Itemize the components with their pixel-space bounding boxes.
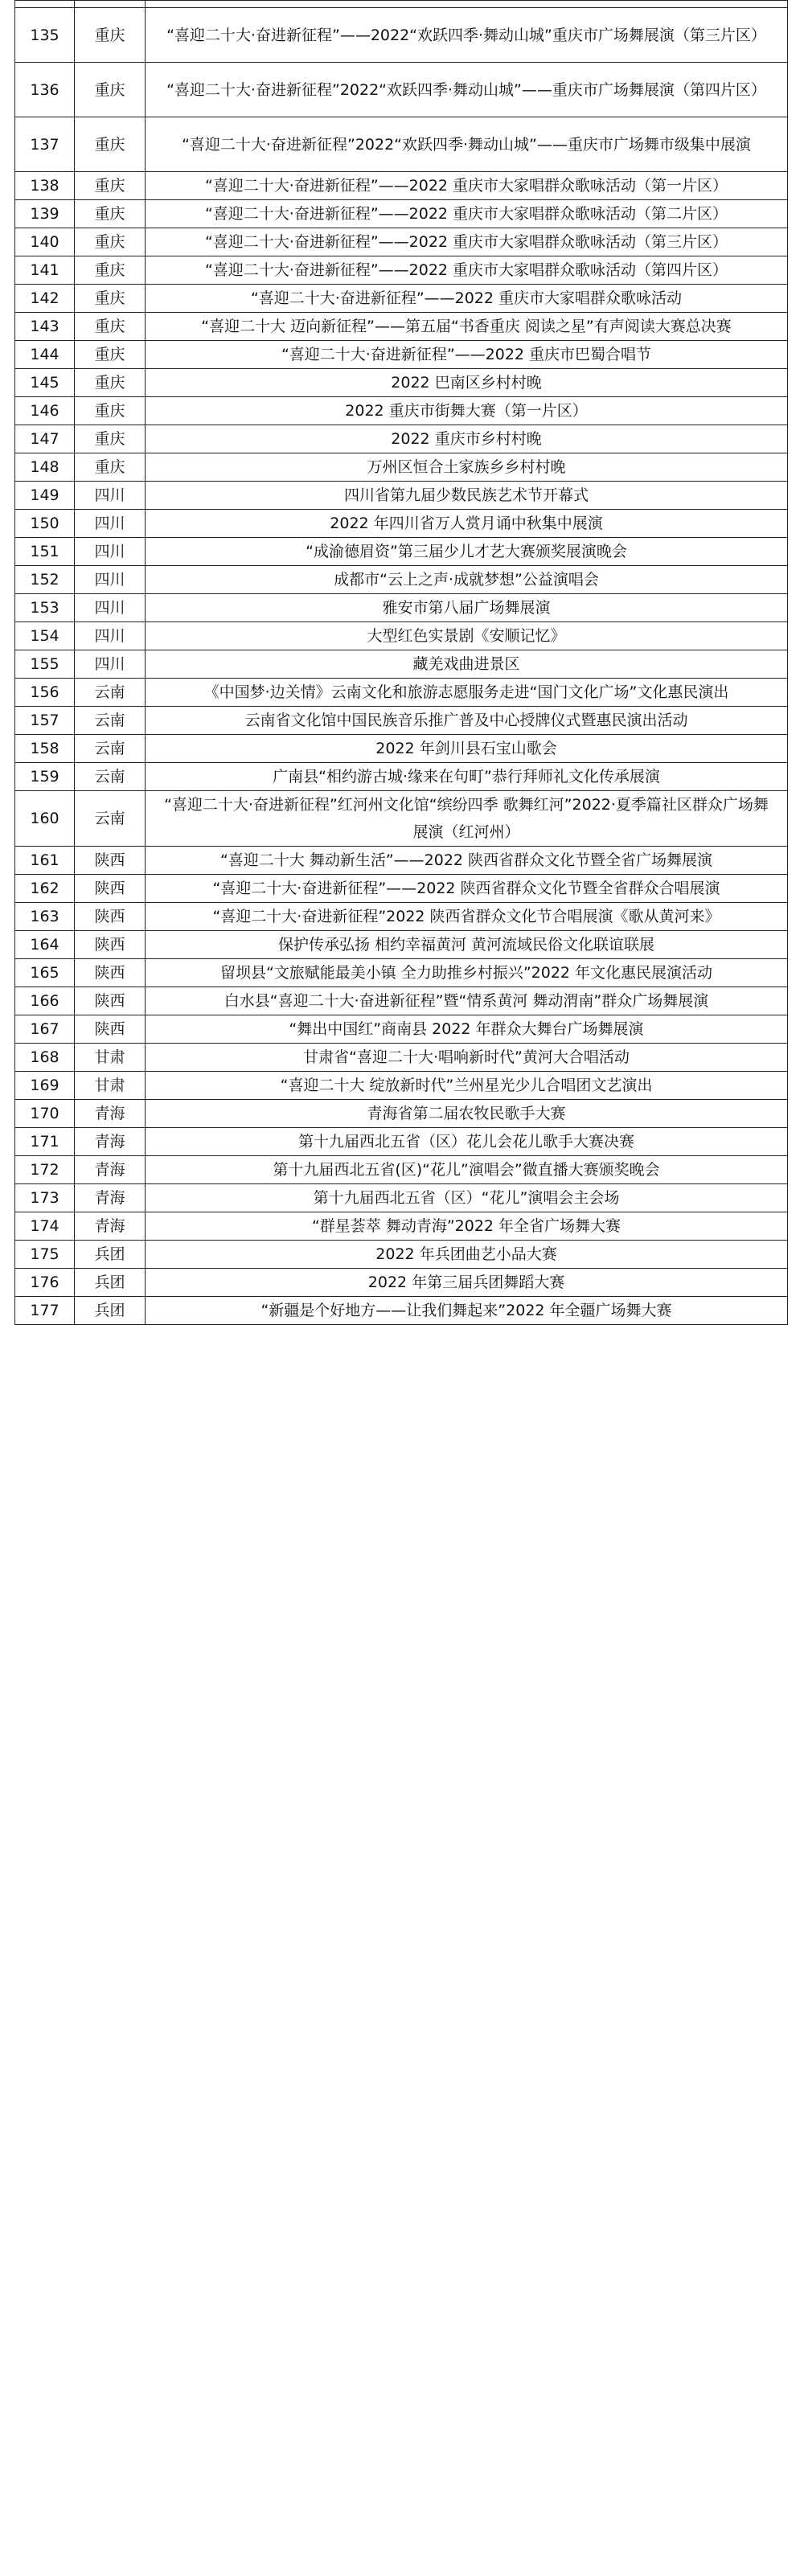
row-number: 161	[15, 847, 75, 875]
row-number: 154	[15, 622, 75, 650]
table-row	[15, 1015, 788, 1044]
table-top-strip	[15, 1, 788, 8]
row-province: 重庆	[75, 313, 146, 341]
row-province: 重庆	[75, 200, 146, 228]
table-row	[15, 622, 788, 650]
row-number: 156	[15, 679, 75, 707]
row-event-name: 2022 重庆市乡村村晚	[146, 425, 788, 453]
row-province: 陕西	[75, 931, 146, 959]
row-province: 重庆	[75, 172, 146, 200]
row-event-name: “舞出中国红”商南县 2022 年群众大舞台广场舞展演	[146, 1015, 788, 1044]
table-row	[15, 735, 788, 763]
row-province: 青海	[75, 1184, 146, 1212]
table-row	[15, 1241, 788, 1269]
row-province: 兵团	[75, 1241, 146, 1269]
table-row	[15, 679, 788, 707]
table-row	[15, 8, 788, 63]
row-event-name: 2022 巴南区乡村村晚	[146, 369, 788, 397]
row-event-name: “喜迎二十大·奋进新征程”2022“欢跃四季·舞动山城”——重庆市广场舞市级集中展演	[146, 117, 788, 172]
row-event-name: 广南县“相约游古城·缘来在句町”恭行拜师礼文化传承展演	[146, 763, 788, 791]
row-event-name: “喜迎二十大 舞动新生活”——2022 陕西省群众文化节暨全省广场舞展演	[146, 847, 788, 875]
row-number: 170	[15, 1100, 75, 1128]
row-province: 陕西	[75, 1015, 146, 1044]
row-event-name: 雅安市第八届广场舞展演	[146, 594, 788, 622]
table-row	[15, 313, 788, 341]
row-number: 152	[15, 566, 75, 594]
table-row	[15, 63, 788, 117]
row-event-name: “喜迎二十大·奋进新征程”——2022 重庆市大家唱群众歌咏活动（第三片区）	[146, 228, 788, 256]
row-number: 151	[15, 538, 75, 566]
row-number: 173	[15, 1184, 75, 1212]
row-province: 云南	[75, 791, 146, 847]
table-row	[15, 341, 788, 369]
row-number: 139	[15, 200, 75, 228]
row-number: 150	[15, 510, 75, 538]
row-number: 166	[15, 987, 75, 1015]
row-province: 重庆	[75, 285, 146, 313]
row-number: 163	[15, 903, 75, 931]
row-province: 青海	[75, 1100, 146, 1128]
row-event-name: 《中国梦·边关情》云南文化和旅游志愿服务走进“国门文化广场”文化惠民演出	[146, 679, 788, 707]
row-province: 四川	[75, 566, 146, 594]
row-number: 138	[15, 172, 75, 200]
row-event-name: 成都市“云上之声·成就梦想”公益演唱会	[146, 566, 788, 594]
row-event-name: “喜迎二十大·奋进新征程”——2022 重庆市大家唱群众歌咏活动（第二片区）	[146, 200, 788, 228]
row-event-name: 四川省第九届少数民族艺术节开幕式	[146, 482, 788, 510]
row-event-name: “喜迎二十大·奋进新征程”——2022 重庆市大家唱群众歌咏活动（第一片区）	[146, 172, 788, 200]
row-number: 141	[15, 256, 75, 285]
row-number: 162	[15, 875, 75, 903]
table-row	[15, 172, 788, 200]
row-event-name: 保护传承弘扬 相约幸福黄河 黄河流域民俗文化联谊联展	[146, 931, 788, 959]
row-number: 144	[15, 341, 75, 369]
table-row	[15, 482, 788, 510]
row-event-name: 大型红色实景剧《安顺记忆》	[146, 622, 788, 650]
row-number: 165	[15, 959, 75, 987]
table-row	[15, 117, 788, 172]
row-province: 青海	[75, 1212, 146, 1241]
row-province: 重庆	[75, 397, 146, 425]
row-number: 172	[15, 1156, 75, 1184]
table-row	[15, 453, 788, 482]
row-event-name: 藏羌戏曲进景区	[146, 650, 788, 679]
row-province: 云南	[75, 735, 146, 763]
table-row	[15, 707, 788, 735]
row-province: 陕西	[75, 987, 146, 1015]
row-event-name: 留坝县“文旅赋能最美小镇 全力助推乡村振兴”2022 年文化惠民展演活动	[146, 959, 788, 987]
row-event-name: 2022 年剑川县石宝山歌会	[146, 735, 788, 763]
table-row	[15, 285, 788, 313]
table-row	[15, 1184, 788, 1212]
row-event-name: “新疆是个好地方——让我们舞起来”2022 年全疆广场舞大赛	[146, 1297, 788, 1325]
row-event-name: “喜迎二十大·奋进新征程”——2022 重庆市大家唱群众歌咏活动（第四片区）	[146, 256, 788, 285]
row-province: 重庆	[75, 341, 146, 369]
row-number: 174	[15, 1212, 75, 1241]
row-province: 云南	[75, 679, 146, 707]
table-row	[15, 650, 788, 679]
row-number: 176	[15, 1269, 75, 1297]
row-number: 168	[15, 1044, 75, 1072]
event-table	[14, 0, 788, 1325]
row-event-name: 云南省文化馆中国民族音乐推广普及中心授牌仪式暨惠民演出活动	[146, 707, 788, 735]
row-province: 甘肃	[75, 1044, 146, 1072]
row-event-name: 2022 年第三届兵团舞蹈大赛	[146, 1269, 788, 1297]
row-province: 陕西	[75, 847, 146, 875]
row-event-name: “喜迎二十大·奋进新征程”——2022“欢跃四季·舞动山城”重庆市广场舞展演（第三片区）	[146, 8, 788, 63]
row-event-name: 第十九届西北五省（区）花儿会花儿歌手大赛决赛	[146, 1128, 788, 1156]
table-row	[15, 594, 788, 622]
table-row	[15, 875, 788, 903]
row-number: 153	[15, 594, 75, 622]
row-event-name: 2022 年四川省万人赏月诵中秋集中展演	[146, 510, 788, 538]
row-province: 重庆	[75, 228, 146, 256]
table-row	[15, 763, 788, 791]
row-event-name: “喜迎二十大 绽放新时代”兰州星光少儿合唱团文艺演出	[146, 1072, 788, 1100]
row-number: 140	[15, 228, 75, 256]
row-event-name: “喜迎二十大·奋进新征程”——2022 重庆市巴蜀合唱节	[146, 341, 788, 369]
row-province: 甘肃	[75, 1072, 146, 1100]
row-number: 157	[15, 707, 75, 735]
row-number: 160	[15, 791, 75, 847]
row-number: 159	[15, 763, 75, 791]
event-table-body	[15, 1, 788, 1325]
row-province: 重庆	[75, 63, 146, 117]
table-row	[15, 847, 788, 875]
row-event-name: “喜迎二十大·奋进新征程”红河州文化馆“缤纷四季 歌舞红河”2022·夏季篇社区群众广场舞展演（红河州）	[146, 791, 788, 847]
table-row	[15, 538, 788, 566]
table-row	[15, 987, 788, 1015]
row-province: 云南	[75, 707, 146, 735]
row-province: 陕西	[75, 903, 146, 931]
row-province: 四川	[75, 510, 146, 538]
table-row	[15, 1128, 788, 1156]
row-number: 148	[15, 453, 75, 482]
row-event-name: “喜迎二十大·奋进新征程”——2022 陕西省群众文化节暨全省群众合唱展演	[146, 875, 788, 903]
row-province: 重庆	[75, 425, 146, 453]
row-number: 142	[15, 285, 75, 313]
table-row	[15, 931, 788, 959]
row-number: 177	[15, 1297, 75, 1325]
row-number: 136	[15, 63, 75, 117]
row-event-name: “群星荟萃 舞动青海”2022 年全省广场舞大赛	[146, 1212, 788, 1241]
table-row	[15, 369, 788, 397]
row-event-name: “喜迎二十大 迈向新征程”——第五届“书香重庆 阅读之星”有声阅读大赛总决赛	[146, 313, 788, 341]
row-event-name: 第十九届西北五省(区)“花儿”演唱会”微直播大赛颁奖晚会	[146, 1156, 788, 1184]
table-row	[15, 425, 788, 453]
row-province: 重庆	[75, 117, 146, 172]
row-number: 147	[15, 425, 75, 453]
row-event-name: 甘肃省“喜迎二十大·唱响新时代”黄河大合唱活动	[146, 1044, 788, 1072]
row-event-name: 2022 年兵团曲艺小品大赛	[146, 1241, 788, 1269]
row-number: 145	[15, 369, 75, 397]
row-province: 四川	[75, 538, 146, 566]
row-number: 167	[15, 1015, 75, 1044]
table-row	[15, 959, 788, 987]
table-row	[15, 397, 788, 425]
table-row	[15, 1100, 788, 1128]
row-province: 青海	[75, 1128, 146, 1156]
row-number: 143	[15, 313, 75, 341]
row-province: 重庆	[75, 453, 146, 482]
row-number: 171	[15, 1128, 75, 1156]
row-event-name: 万州区恒合土家族乡乡村村晚	[146, 453, 788, 482]
row-province: 陕西	[75, 875, 146, 903]
row-province: 青海	[75, 1156, 146, 1184]
table-row	[15, 228, 788, 256]
row-event-name: 白水县“喜迎二十大·奋进新征程”暨“情系黄河 舞动渭南”群众广场舞展演	[146, 987, 788, 1015]
row-number: 146	[15, 397, 75, 425]
row-province: 四川	[75, 482, 146, 510]
row-province: 重庆	[75, 369, 146, 397]
row-event-name: 青海省第二届农牧民歌手大赛	[146, 1100, 788, 1128]
row-province: 兵团	[75, 1269, 146, 1297]
table-row	[15, 903, 788, 931]
table-row	[15, 1212, 788, 1241]
row-number: 164	[15, 931, 75, 959]
row-number: 135	[15, 8, 75, 63]
table-row	[15, 1072, 788, 1100]
row-event-name: 2022 重庆市街舞大赛（第一片区）	[146, 397, 788, 425]
row-province: 四川	[75, 622, 146, 650]
row-province: 四川	[75, 650, 146, 679]
row-event-name: 第十九届西北五省（区）“花儿”演唱会主会场	[146, 1184, 788, 1212]
table-row	[15, 1044, 788, 1072]
row-event-name: “喜迎二十大·奋进新征程”——2022 重庆市大家唱群众歌咏活动	[146, 285, 788, 313]
row-number: 158	[15, 735, 75, 763]
row-province: 云南	[75, 763, 146, 791]
table-row	[15, 791, 788, 847]
row-number: 149	[15, 482, 75, 510]
row-number: 155	[15, 650, 75, 679]
row-number: 137	[15, 117, 75, 172]
row-number: 169	[15, 1072, 75, 1100]
row-event-name: “喜迎二十大·奋进新征程”2022“欢跃四季·舞动山城”——重庆市广场舞展演（第四片区）	[146, 63, 788, 117]
row-province: 兵团	[75, 1297, 146, 1325]
table-row	[15, 1297, 788, 1325]
table-row	[15, 200, 788, 228]
table-row	[15, 510, 788, 538]
table-row	[15, 256, 788, 285]
table-row	[15, 566, 788, 594]
row-province: 重庆	[75, 8, 146, 63]
row-province: 重庆	[75, 256, 146, 285]
row-province: 陕西	[75, 959, 146, 987]
row-province: 四川	[75, 594, 146, 622]
row-number: 175	[15, 1241, 75, 1269]
table-row	[15, 1156, 788, 1184]
row-event-name: “喜迎二十大·奋进新征程”2022 陕西省群众文化节合唱展演《歌从黄河来》	[146, 903, 788, 931]
table-row	[15, 1269, 788, 1297]
row-event-name: “成渝德眉资”第三届少儿才艺大赛颁奖展演晚会	[146, 538, 788, 566]
